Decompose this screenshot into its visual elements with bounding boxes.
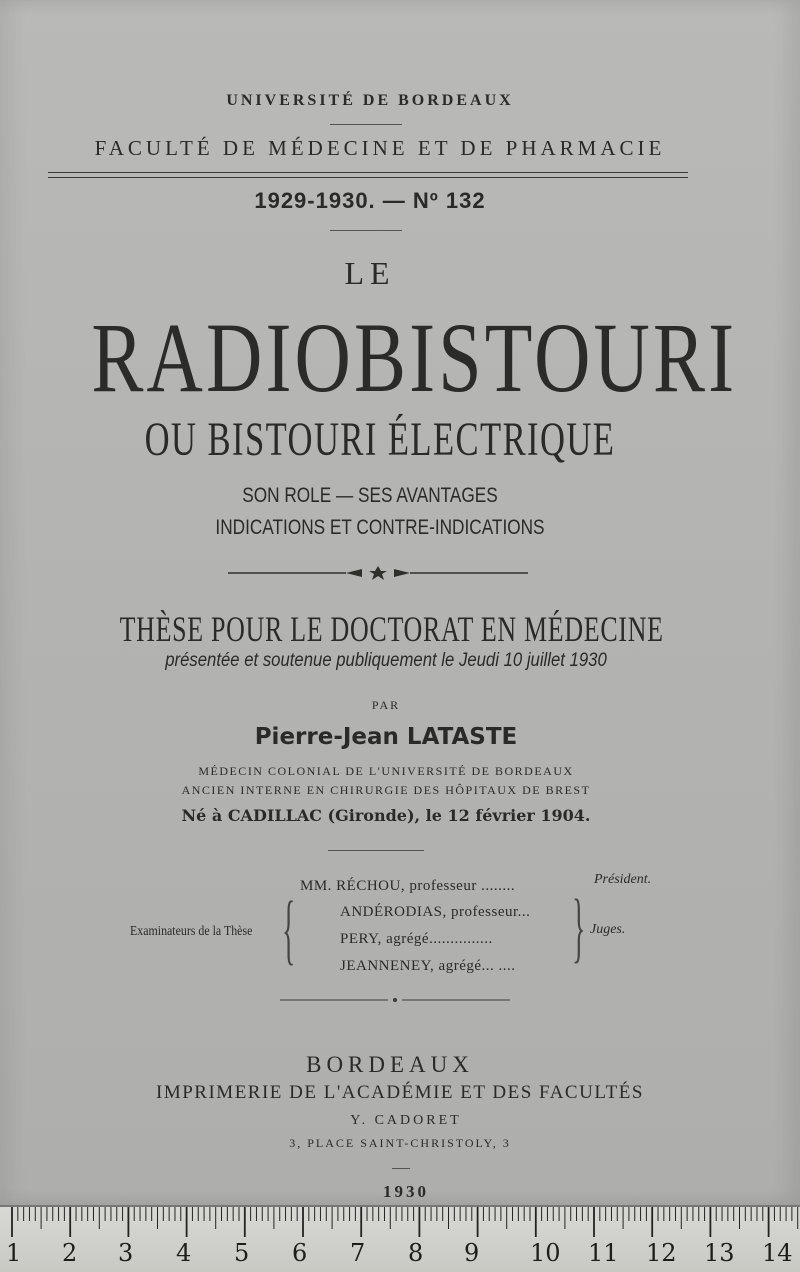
president-role: Président. xyxy=(594,872,652,887)
left-brace: { xyxy=(282,885,296,972)
ruler-number: 1 xyxy=(6,1239,22,1267)
right-brace: { xyxy=(572,883,586,970)
author-name: Pierre-Jean LATASTE xyxy=(254,724,518,750)
ruler-number: 9 xyxy=(464,1239,480,1267)
ruler-number: 3 xyxy=(118,1239,134,1267)
ornament-divider xyxy=(228,565,528,581)
judges-role: Juges. xyxy=(590,922,626,937)
ruler-number: 13 xyxy=(704,1239,735,1267)
thesis-heading: THÈSE POUR LE DOCTORAT EN MÉDECINE xyxy=(119,609,664,649)
publication-year: 1930 xyxy=(383,1182,429,1201)
ruler-number: 8 xyxy=(408,1239,424,1267)
divider-short xyxy=(330,124,402,125)
examiner-president: MM. RÉCHOU, professeur ........ xyxy=(300,878,516,894)
year-and-number: 1929-1930. — Nº 132 xyxy=(254,188,486,213)
subtitle: OU BISTOURI ÉLECTRIQUE xyxy=(144,413,616,466)
imprint-city: BORDEAUX xyxy=(306,1052,474,1077)
author-title-2: ANCIEN INTERNE EN CHIRURGIE DES HÔPITAUX DE BREST xyxy=(181,783,591,797)
subtitle-line-2: INDICATIONS ET CONTRE-INDICATIONS xyxy=(215,516,545,539)
title-article: LE xyxy=(344,255,396,291)
measuring-ruler xyxy=(0,1205,800,1272)
double-rule xyxy=(48,172,688,178)
ruler-number: 14 xyxy=(762,1239,793,1267)
ruler-number: 2 xyxy=(62,1239,78,1267)
subtitle-line-1: SON ROLE — SES AVANTAGES xyxy=(242,484,498,507)
ruler-number: 11 xyxy=(588,1239,619,1267)
ornament-small xyxy=(280,996,510,1004)
examiner-judge: ANDÉRODIAS, professeur... xyxy=(340,904,531,920)
ruler-number: 12 xyxy=(646,1239,677,1267)
printer-owner: Y. CADORET xyxy=(350,1113,462,1128)
birth-info: Né à CADILLAC (Gironde), le 12 février 1904. xyxy=(181,806,591,825)
divider-short xyxy=(328,850,424,851)
divider-short xyxy=(330,230,402,231)
ruler-number: 10 xyxy=(530,1239,561,1267)
by-label: PAR xyxy=(371,698,401,712)
main-title: RADIOBISTOURI xyxy=(91,302,738,413)
printer-address: 3, PLACE SAINT-CHRISTOLY, 3 xyxy=(289,1136,511,1150)
divider-tiny xyxy=(392,1168,410,1169)
university-name: UNIVERSITÉ DE BORDEAUX xyxy=(226,92,514,109)
ruler-number: 4 xyxy=(176,1239,192,1267)
examiner-judge: PERY, agrégé............... xyxy=(340,931,493,947)
presentation-date: présentée et soutenue publiquement le Jeudi 10 juillet 1930 xyxy=(165,650,607,671)
examiner-judge: JEANNENEY, agrégé... .... xyxy=(340,958,516,974)
author-title-1: MÉDECIN COLONIAL DE L'UNIVERSITÉ DE BORDEAUX xyxy=(198,764,574,778)
ruler-number: 5 xyxy=(234,1239,250,1267)
printer-name: IMPRIMERIE DE L'ACADÉMIE ET DES FACULTÉS xyxy=(156,1082,644,1103)
faculty-name: FACULTÉ DE MÉDECINE ET DE PHARMACIE xyxy=(94,136,666,160)
examiners-label: Examinateurs de la Thèse xyxy=(130,924,253,939)
ruler-number: 6 xyxy=(292,1239,308,1267)
ruler-number: 7 xyxy=(350,1239,366,1267)
